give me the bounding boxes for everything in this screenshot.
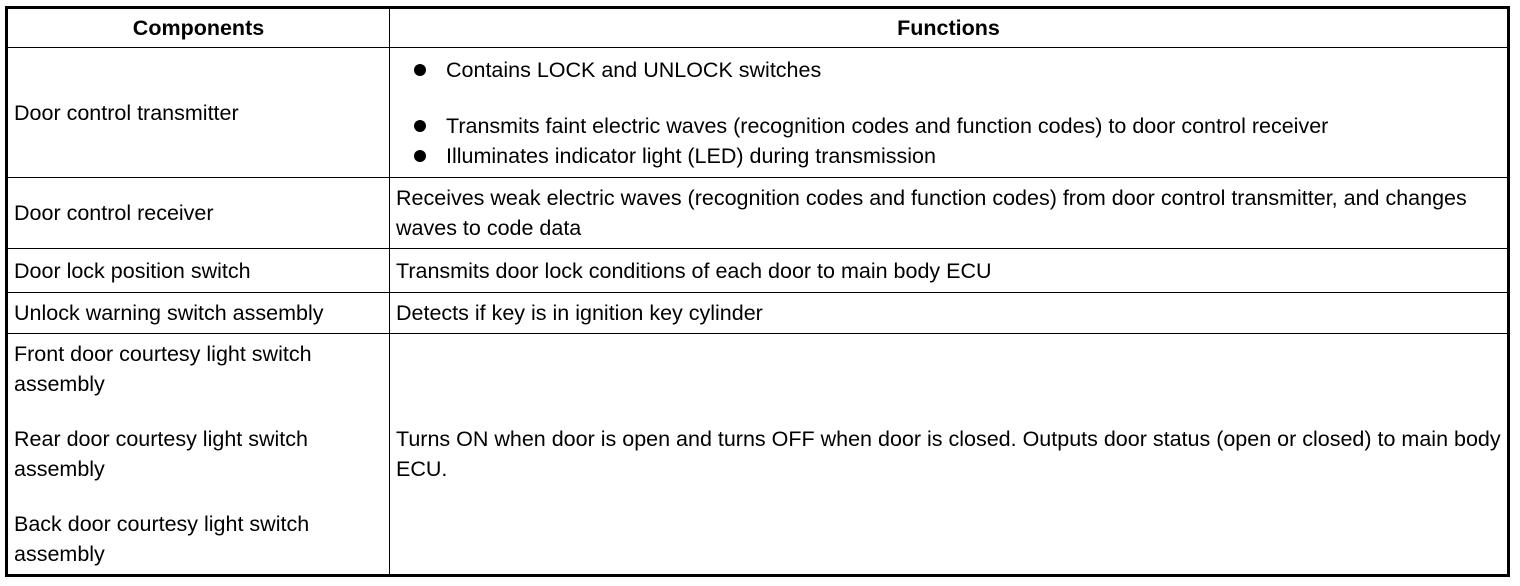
function-cell: Receives weak electric waves (recognition codes and function codes) from door control transmitter, and changes waves to code data <box>390 178 1509 249</box>
table-row <box>7 178 1509 249</box>
function-cell: Transmits door lock conditions of each door to main body ECU <box>390 249 1509 293</box>
function-text: Contains LOCK and UNLOCK switches <box>446 57 822 82</box>
component-cell: Door control transmitter <box>7 48 390 178</box>
bullet-dot-icon <box>414 150 426 162</box>
components-functions-table <box>5 6 1510 577</box>
list-item <box>414 55 1501 85</box>
function-cell: Detects if key is in ignition key cylinder <box>390 293 1509 334</box>
table-row <box>7 48 1509 178</box>
table-row <box>7 249 1509 293</box>
function-text: Illuminates indicator light (LED) during transmission <box>446 143 936 168</box>
function-cell: Turns ON when door is open and turns OFF when door is closed. Outputs door status (open or closed) to main body ECU. <box>390 334 1509 576</box>
header-components: Components <box>7 8 390 48</box>
table-row <box>7 334 1509 576</box>
component-cell: Door lock position switch <box>7 249 390 293</box>
component-cell: Unlock warning switch assembly <box>7 293 390 334</box>
component-cell <box>7 334 390 576</box>
header-row <box>7 8 1509 48</box>
function-cell <box>390 48 1509 178</box>
function-bullet-list <box>396 55 1501 171</box>
component-text: Rear door courtesy light switch assembly <box>14 427 308 481</box>
header-functions: Functions <box>390 8 1509 48</box>
component-cell: Door control receiver <box>7 178 390 249</box>
component-text: Front door courtesy light switch assembly <box>14 342 312 396</box>
bullet-dot-icon <box>414 120 426 132</box>
list-item <box>414 111 1501 141</box>
table-row <box>7 293 1509 334</box>
list-item <box>414 141 1501 171</box>
bullet-dot-icon <box>414 64 426 76</box>
function-text: Transmits faint electric waves (recognition codes and function codes) to door control receiver <box>446 113 1329 138</box>
component-text: Back door courtesy light switch assembly <box>14 512 310 566</box>
